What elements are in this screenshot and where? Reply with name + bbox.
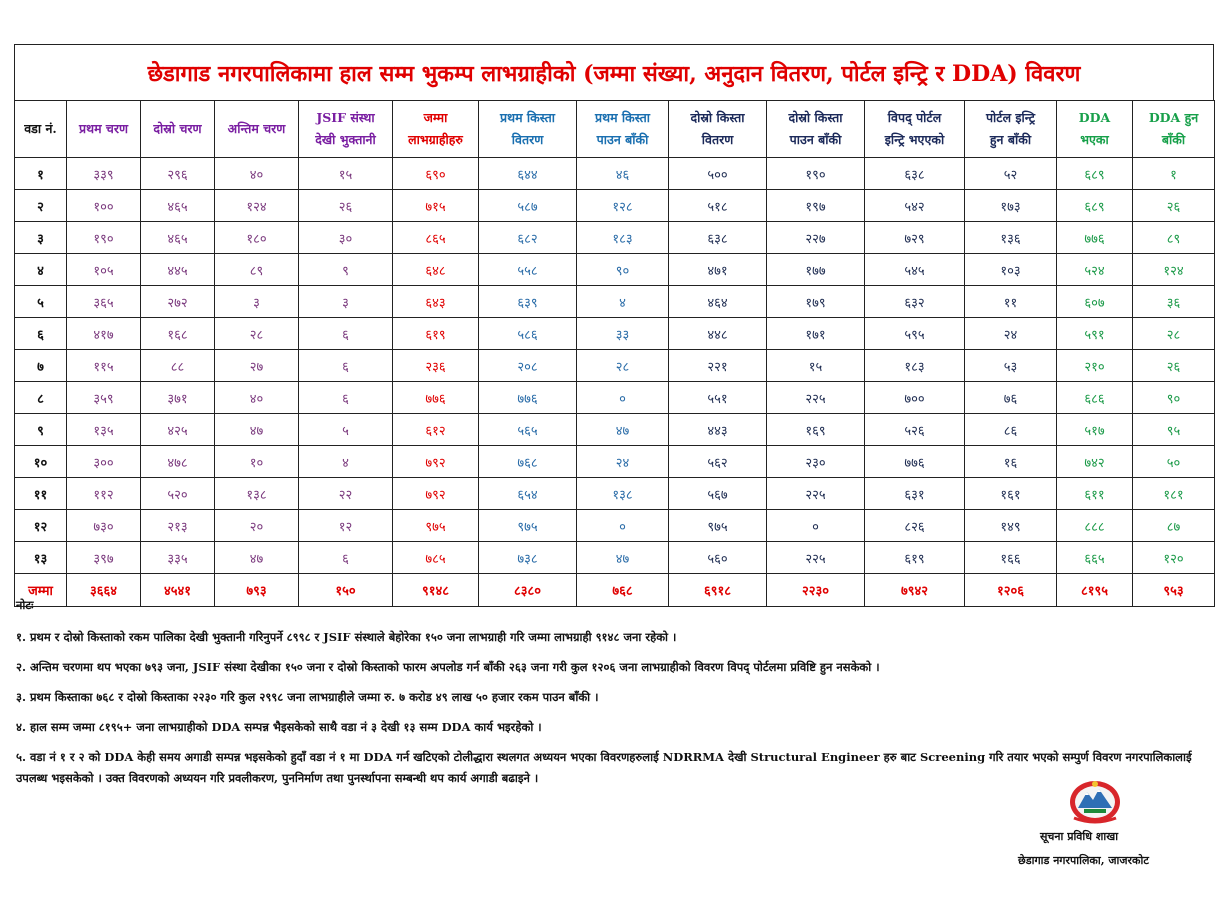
cell-portal-entry-done: ८२६ (865, 510, 965, 542)
cell-portal-entry-remaining: ५२ (965, 158, 1057, 190)
column-header-line: DDA (1078, 110, 1111, 125)
cell-second-installment-distributed: ५१८ (669, 190, 767, 222)
column-header-second-phase (141, 101, 215, 158)
total-cell-dda-remaining: ९५३ (1133, 574, 1215, 607)
total-cell-first-installment-distributed: ८३८० (479, 574, 577, 607)
cell-second-phase: ५२० (141, 478, 215, 510)
cell-ward-no: ३ (15, 222, 67, 254)
column-header-line: दोस्रो किस्ता (788, 110, 843, 125)
cell-final-phase: १० (215, 446, 299, 478)
cell-first-installment-distributed: ५८६ (479, 318, 577, 350)
cell-second-installment-remaining: १५ (767, 350, 865, 382)
cell-first-installment-remaining: ० (577, 510, 669, 542)
table-row (15, 318, 1215, 350)
cell-jsif-payment: २६ (299, 190, 393, 222)
cell-dda-done: ५१७ (1057, 414, 1133, 446)
cell-first-installment-distributed: ९७५ (479, 510, 577, 542)
column-header-ward-no (15, 101, 67, 158)
column-header-first-phase (67, 101, 141, 158)
column-header-line: DDA हुन (1148, 110, 1199, 125)
column-header-line: पाउन बाँकी (596, 132, 649, 147)
cell-ward-no: २ (15, 190, 67, 222)
note-item: २. अन्तिम चरणमा थप भएका ७९३ जना, JSIF संस्था देखीका १५० जना र दोस्रो किस्ताको फारम अपलोड गर्न बाँकी २६३ जना गरी कुल १२०६ जना लाभग्राहीको विवरण विपद् पोर्टलमा प्रविष्टि हुन नसकेको । (16, 660, 880, 674)
cell-first-installment-distributed: ७७६ (479, 382, 577, 414)
table-row (15, 190, 1215, 222)
table-row (15, 510, 1215, 542)
cell-portal-entry-done: ५४५ (865, 254, 965, 286)
cell-portal-entry-remaining: २४ (965, 318, 1057, 350)
cell-dda-done: २१० (1057, 350, 1133, 382)
total-cell-jsif-payment: १५० (299, 574, 393, 607)
cell-final-phase: ४० (215, 158, 299, 190)
column-header-dda-done (1057, 101, 1133, 158)
cell-ward-no: ११ (15, 478, 67, 510)
cell-dda-done: ५२४ (1057, 254, 1133, 286)
cell-portal-entry-done: ६३१ (865, 478, 965, 510)
cell-jsif-payment: १५ (299, 158, 393, 190)
cell-second-phase: ३७१ (141, 382, 215, 414)
cell-jsif-payment: ६ (299, 542, 393, 574)
cell-portal-entry-done: ५४२ (865, 190, 965, 222)
cell-second-installment-distributed: ४७१ (669, 254, 767, 286)
column-header-line: हुन बाँकी (989, 132, 1032, 147)
cell-ward-no: ९ (15, 414, 67, 446)
cell-second-installment-distributed: ४४३ (669, 414, 767, 446)
table-row (15, 158, 1215, 190)
column-header-portal-entry-remaining (965, 101, 1057, 158)
cell-portal-entry-done: ६३८ (865, 158, 965, 190)
cell-dda-done: ८८८ (1057, 510, 1133, 542)
cell-first-installment-distributed: ७३८ (479, 542, 577, 574)
beneficiary-table (14, 100, 1215, 607)
cell-second-installment-distributed: ९७५ (669, 510, 767, 542)
table-row (15, 542, 1215, 574)
cell-jsif-payment: ३० (299, 222, 393, 254)
cell-second-phase: ४६५ (141, 190, 215, 222)
column-header-line: भएका (1080, 132, 1109, 147)
table-row (15, 254, 1215, 286)
cell-first-phase: ३६५ (67, 286, 141, 318)
cell-total-beneficiaries: ९७५ (393, 510, 479, 542)
cell-jsif-payment: ६ (299, 350, 393, 382)
office-section-name: सूचना प्रविधि शाखा (1040, 830, 1119, 843)
cell-second-phase: ४७८ (141, 446, 215, 478)
cell-second-installment-distributed: ४४८ (669, 318, 767, 350)
cell-first-installment-remaining: ४७ (577, 542, 669, 574)
cell-portal-entry-done: ५९५ (865, 318, 965, 350)
total-cell-second-phase: ४५४१ (141, 574, 215, 607)
note-item: १. प्रथम र दोस्रो किस्ताको रकम पालिका देखी भुक्तानी गरिनुपर्ने ८९९८ र JSIF संस्थाले बेहोरेका १५० जना लाभग्राही गरि जम्मा लाभग्राही ९१४८ जना रहेको । (16, 630, 677, 644)
cell-first-phase: १०५ (67, 254, 141, 286)
cell-first-phase: ३३९ (67, 158, 141, 190)
cell-first-installment-distributed: ६३९ (479, 286, 577, 318)
cell-total-beneficiaries: ६४३ (393, 286, 479, 318)
cell-total-beneficiaries: ६४८ (393, 254, 479, 286)
cell-second-installment-distributed: ५६२ (669, 446, 767, 478)
cell-second-installment-remaining: १७७ (767, 254, 865, 286)
column-header-line: प्रथम किस्ता (595, 110, 650, 125)
cell-portal-entry-remaining: ५३ (965, 350, 1057, 382)
cell-ward-no: ७ (15, 350, 67, 382)
cell-second-installment-remaining: १७१ (767, 318, 865, 350)
cell-second-phase: १६८ (141, 318, 215, 350)
cell-jsif-payment: २२ (299, 478, 393, 510)
total-cell-total-beneficiaries: ९१४८ (393, 574, 479, 607)
cell-dda-remaining: १२० (1133, 542, 1215, 574)
cell-first-installment-distributed: ६८२ (479, 222, 577, 254)
cell-dda-done: ६११ (1057, 478, 1133, 510)
cell-ward-no: १० (15, 446, 67, 478)
cell-dda-done: ७७६ (1057, 222, 1133, 254)
table-row (15, 350, 1215, 382)
cell-first-installment-remaining: २८ (577, 350, 669, 382)
table-row (15, 382, 1215, 414)
cell-final-phase: ४७ (215, 414, 299, 446)
cell-first-installment-distributed: ७६८ (479, 446, 577, 478)
cell-first-installment-distributed: ५८७ (479, 190, 577, 222)
cell-first-installment-distributed: ५६५ (479, 414, 577, 446)
cell-portal-entry-remaining: ११ (965, 286, 1057, 318)
cell-dda-remaining: २८ (1133, 318, 1215, 350)
cell-first-installment-remaining: ० (577, 382, 669, 414)
cell-dda-remaining: १८१ (1133, 478, 1215, 510)
cell-second-phase: २७२ (141, 286, 215, 318)
column-header-first-installment-remaining (577, 101, 669, 158)
cell-total-beneficiaries: ६९० (393, 158, 479, 190)
cell-second-phase: ४४५ (141, 254, 215, 286)
table-body (15, 158, 1215, 607)
cell-dda-done: ६८६ (1057, 382, 1133, 414)
cell-portal-entry-done: ५२६ (865, 414, 965, 446)
cell-final-phase: ४७ (215, 542, 299, 574)
cell-first-phase: १०० (67, 190, 141, 222)
cell-second-installment-distributed: ५६७ (669, 478, 767, 510)
cell-portal-entry-remaining: ७६ (965, 382, 1057, 414)
total-cell-second-installment-remaining: २२३० (767, 574, 865, 607)
cell-final-phase: १८० (215, 222, 299, 254)
total-cell-portal-entry-remaining: १२०६ (965, 574, 1057, 607)
column-header-line: जम्मा (423, 110, 448, 125)
cell-first-installment-distributed: ६५४ (479, 478, 577, 510)
cell-second-installment-remaining: १७९ (767, 286, 865, 318)
cell-final-phase: ८९ (215, 254, 299, 286)
cell-total-beneficiaries: ६१९ (393, 318, 479, 350)
cell-dda-remaining: १२४ (1133, 254, 1215, 286)
cell-total-beneficiaries: ७८५ (393, 542, 479, 574)
cell-portal-entry-remaining: १६६ (965, 542, 1057, 574)
column-header-line: दोस्रो किस्ता (690, 110, 745, 125)
cell-final-phase: ४० (215, 382, 299, 414)
notes-section (16, 598, 1216, 799)
note-item: ५. वडा नं १ र २ को DDA केही समय अगाडी सम्पन्न भइसकेको हुदाँ वडा नं १ मा DDA गर्न खटिएको टोलीद्धारा स्थलगत अध्ययन भएका विवरणहरुलाई NDRRMA देखी Structural Engineer हरु बाट Screening गरि तयार भएको सम्पुर्ण विवरण नगरपालिकालाई उपलब्ध भइसकेको । उक्त विवरणको अध्ययन गरि प्रवलीकरण, पुननिर्माण तथा पुनर्स्थापना सम्बन्धी थप कार्य अगाडी बढाइने । (16, 750, 1192, 785)
cell-dda-done: ५९१ (1057, 318, 1133, 350)
cell-total-beneficiaries: ८६५ (393, 222, 479, 254)
cell-first-phase: ३९७ (67, 542, 141, 574)
cell-total-beneficiaries: ७१५ (393, 190, 479, 222)
column-header-line: पाउन बाँकी (789, 132, 842, 147)
cell-final-phase: ३ (215, 286, 299, 318)
cell-dda-remaining: ९५ (1133, 414, 1215, 446)
cell-first-installment-remaining: २४ (577, 446, 669, 478)
column-header-line: दोस्रो चरण (153, 121, 202, 136)
cell-second-installment-remaining: २२५ (767, 542, 865, 574)
column-header-line: प्रथम किस्ता (500, 110, 555, 125)
cell-first-installment-remaining: १८३ (577, 222, 669, 254)
cell-final-phase: १२४ (215, 190, 299, 222)
column-header-line: देखी भुक्तानी (315, 132, 376, 147)
cell-second-installment-distributed: ५०० (669, 158, 767, 190)
cell-portal-entry-done: १८३ (865, 350, 965, 382)
total-cell-ward-no: जम्मा (15, 574, 67, 607)
cell-ward-no: ५ (15, 286, 67, 318)
cell-portal-entry-remaining: १६ (965, 446, 1057, 478)
cell-portal-entry-done: ६१९ (865, 542, 965, 574)
cell-portal-entry-remaining: १६१ (965, 478, 1057, 510)
cell-ward-no: ८ (15, 382, 67, 414)
cell-first-phase: १३५ (67, 414, 141, 446)
column-header-jsif-payment (299, 101, 393, 158)
cell-jsif-payment: १२ (299, 510, 393, 542)
cell-portal-entry-remaining: १७३ (965, 190, 1057, 222)
cell-final-phase: २८ (215, 318, 299, 350)
cell-dda-done: ७४२ (1057, 446, 1133, 478)
cell-second-installment-remaining: २३० (767, 446, 865, 478)
cell-final-phase: २७ (215, 350, 299, 382)
cell-dda-remaining: ८७ (1133, 510, 1215, 542)
cell-jsif-payment: ४ (299, 446, 393, 478)
column-header-second-installment-distributed (669, 101, 767, 158)
cell-second-installment-remaining: ० (767, 510, 865, 542)
column-header-final-phase (215, 101, 299, 158)
cell-ward-no: ४ (15, 254, 67, 286)
cell-second-phase: ३३५ (141, 542, 215, 574)
cell-first-installment-distributed: ६४४ (479, 158, 577, 190)
column-header-line: प्रथम चरण (78, 121, 128, 136)
cell-portal-entry-done: ७२९ (865, 222, 965, 254)
cell-dda-remaining: १ (1133, 158, 1215, 190)
cell-first-installment-distributed: २०८ (479, 350, 577, 382)
cell-jsif-payment: ६ (299, 318, 393, 350)
column-header-total-beneficiaries (393, 101, 479, 158)
cell-dda-remaining: ३६ (1133, 286, 1215, 318)
cell-first-phase: १९० (67, 222, 141, 254)
cell-first-installment-remaining: ४६ (577, 158, 669, 190)
cell-second-installment-distributed: ५५१ (669, 382, 767, 414)
cell-portal-entry-done: ७७६ (865, 446, 965, 478)
office-municipality-name: छेडागाड नगरपालिका, जाजरकोट (1018, 854, 1149, 867)
cell-jsif-payment: ५ (299, 414, 393, 446)
cell-second-phase: ४६५ (141, 222, 215, 254)
cell-final-phase: १३८ (215, 478, 299, 510)
column-header-line: इन्ट्रि भएएको (884, 132, 945, 147)
column-header-line: पोर्टल इन्ट्रि (985, 110, 1036, 125)
cell-second-phase: २९६ (141, 158, 215, 190)
cell-portal-entry-remaining: १३६ (965, 222, 1057, 254)
cell-portal-entry-remaining: १०३ (965, 254, 1057, 286)
column-header-line: वितरण (511, 132, 544, 147)
table-row (15, 414, 1215, 446)
cell-second-installment-distributed: २२१ (669, 350, 767, 382)
column-header-line: अन्तिम चरण (227, 121, 286, 136)
cell-first-installment-remaining: १२८ (577, 190, 669, 222)
cell-first-phase: ७३० (67, 510, 141, 542)
cell-portal-entry-done: ६३२ (865, 286, 965, 318)
cell-first-installment-remaining: १३८ (577, 478, 669, 510)
cell-second-phase: ४२५ (141, 414, 215, 446)
cell-ward-no: ६ (15, 318, 67, 350)
cell-portal-entry-remaining: १४९ (965, 510, 1057, 542)
cell-second-installment-remaining: २२५ (767, 382, 865, 414)
column-header-line: JSIF संस्था (316, 110, 375, 125)
column-header-line: वितरण (701, 132, 734, 147)
column-header-first-installment-distributed (479, 101, 577, 158)
total-cell-second-installment-distributed: ६९१८ (669, 574, 767, 607)
cell-total-beneficiaries: ७९२ (393, 446, 479, 478)
cell-dda-remaining: २६ (1133, 190, 1215, 222)
total-cell-first-installment-remaining: ७६८ (577, 574, 669, 607)
cell-jsif-payment: ३ (299, 286, 393, 318)
nepal-government-emblem-icon (1068, 778, 1122, 826)
cell-total-beneficiaries: ७७६ (393, 382, 479, 414)
cell-first-phase: ४१७ (67, 318, 141, 350)
column-header-line: वडा नं. (24, 121, 57, 136)
cell-total-beneficiaries: ७९२ (393, 478, 479, 510)
cell-second-phase: ८८ (141, 350, 215, 382)
cell-dda-done: ६८९ (1057, 158, 1133, 190)
table-row (15, 478, 1215, 510)
cell-second-installment-distributed: ४६४ (669, 286, 767, 318)
cell-first-phase: ११५ (67, 350, 141, 382)
total-cell-first-phase: ३६६४ (67, 574, 141, 607)
cell-second-installment-distributed: ६३८ (669, 222, 767, 254)
cell-ward-no: १ (15, 158, 67, 190)
cell-total-beneficiaries: ६१२ (393, 414, 479, 446)
column-header-line: बाँकी (1161, 132, 1186, 147)
cell-second-installment-distributed: ५६० (669, 542, 767, 574)
cell-dda-remaining: २६ (1133, 350, 1215, 382)
cell-first-installment-remaining: ४ (577, 286, 669, 318)
cell-portal-entry-remaining: ८६ (965, 414, 1057, 446)
table-row (15, 222, 1215, 254)
column-header-portal-entry-done (865, 101, 965, 158)
total-cell-final-phase: ७९३ (215, 574, 299, 607)
column-header-line: विपद् पोर्टल (887, 110, 942, 125)
note-item: ३. प्रथम किस्ताका ७६८ र दोस्रो किस्ताका २२३० गरि कुल २९९८ जना लाभग्राहीले जम्मा रु. ७ करोड ४९ लाख ५० हजार रकम पाउन बाँकी । (16, 690, 599, 704)
cell-second-phase: २१३ (141, 510, 215, 542)
cell-ward-no: १२ (15, 510, 67, 542)
cell-dda-remaining: ८९ (1133, 222, 1215, 254)
cell-first-installment-remaining: ३३ (577, 318, 669, 350)
table-row (15, 446, 1215, 478)
table-header (15, 101, 1215, 158)
column-header-line: लाभग्राहीहरु (408, 132, 463, 147)
cell-second-installment-remaining: २२५ (767, 478, 865, 510)
cell-dda-done: ६६५ (1057, 542, 1133, 574)
cell-first-installment-remaining: ४७ (577, 414, 669, 446)
cell-second-installment-remaining: २२७ (767, 222, 865, 254)
page-title: छेडागाड नगरपालिकामा हाल सम्म भुकम्प लाभग्राहीको (जम्मा संख्या, अनुदान वितरण, पोर्टल इन्ट्रि र DDA) विवरण (14, 44, 1214, 100)
column-header-dda-remaining (1133, 101, 1215, 158)
cell-second-installment-remaining: १९७ (767, 190, 865, 222)
note-item: ४. हाल सम्म जम्मा ८१९५+ जना लाभग्राहीको DDA सम्पन्न भैइसकेको साथै वडा नं ३ देखी १३ सम्म DDA कार्य भइरहेको । (16, 720, 542, 734)
cell-ward-no: १३ (15, 542, 67, 574)
total-cell-portal-entry-done: ७९४२ (865, 574, 965, 607)
cell-first-phase: ११२ (67, 478, 141, 510)
cell-jsif-payment: ९ (299, 254, 393, 286)
cell-first-phase: ३५९ (67, 382, 141, 414)
column-header-second-installment-remaining (767, 101, 865, 158)
cell-first-installment-remaining: ९० (577, 254, 669, 286)
cell-jsif-payment: ६ (299, 382, 393, 414)
table-row (15, 286, 1215, 318)
cell-total-beneficiaries: २३६ (393, 350, 479, 382)
cell-dda-remaining: ९० (1133, 382, 1215, 414)
cell-first-phase: ३०० (67, 446, 141, 478)
cell-dda-done: ६८९ (1057, 190, 1133, 222)
notes-heading: नोटः (16, 598, 34, 612)
cell-first-installment-distributed: ५५८ (479, 254, 577, 286)
cell-dda-done: ६०७ (1057, 286, 1133, 318)
cell-second-installment-remaining: १९० (767, 158, 865, 190)
cell-final-phase: २० (215, 510, 299, 542)
cell-portal-entry-done: ७०० (865, 382, 965, 414)
total-cell-dda-done: ८१९५ (1057, 574, 1133, 607)
cell-dda-remaining: ५० (1133, 446, 1215, 478)
cell-second-installment-remaining: १६९ (767, 414, 865, 446)
